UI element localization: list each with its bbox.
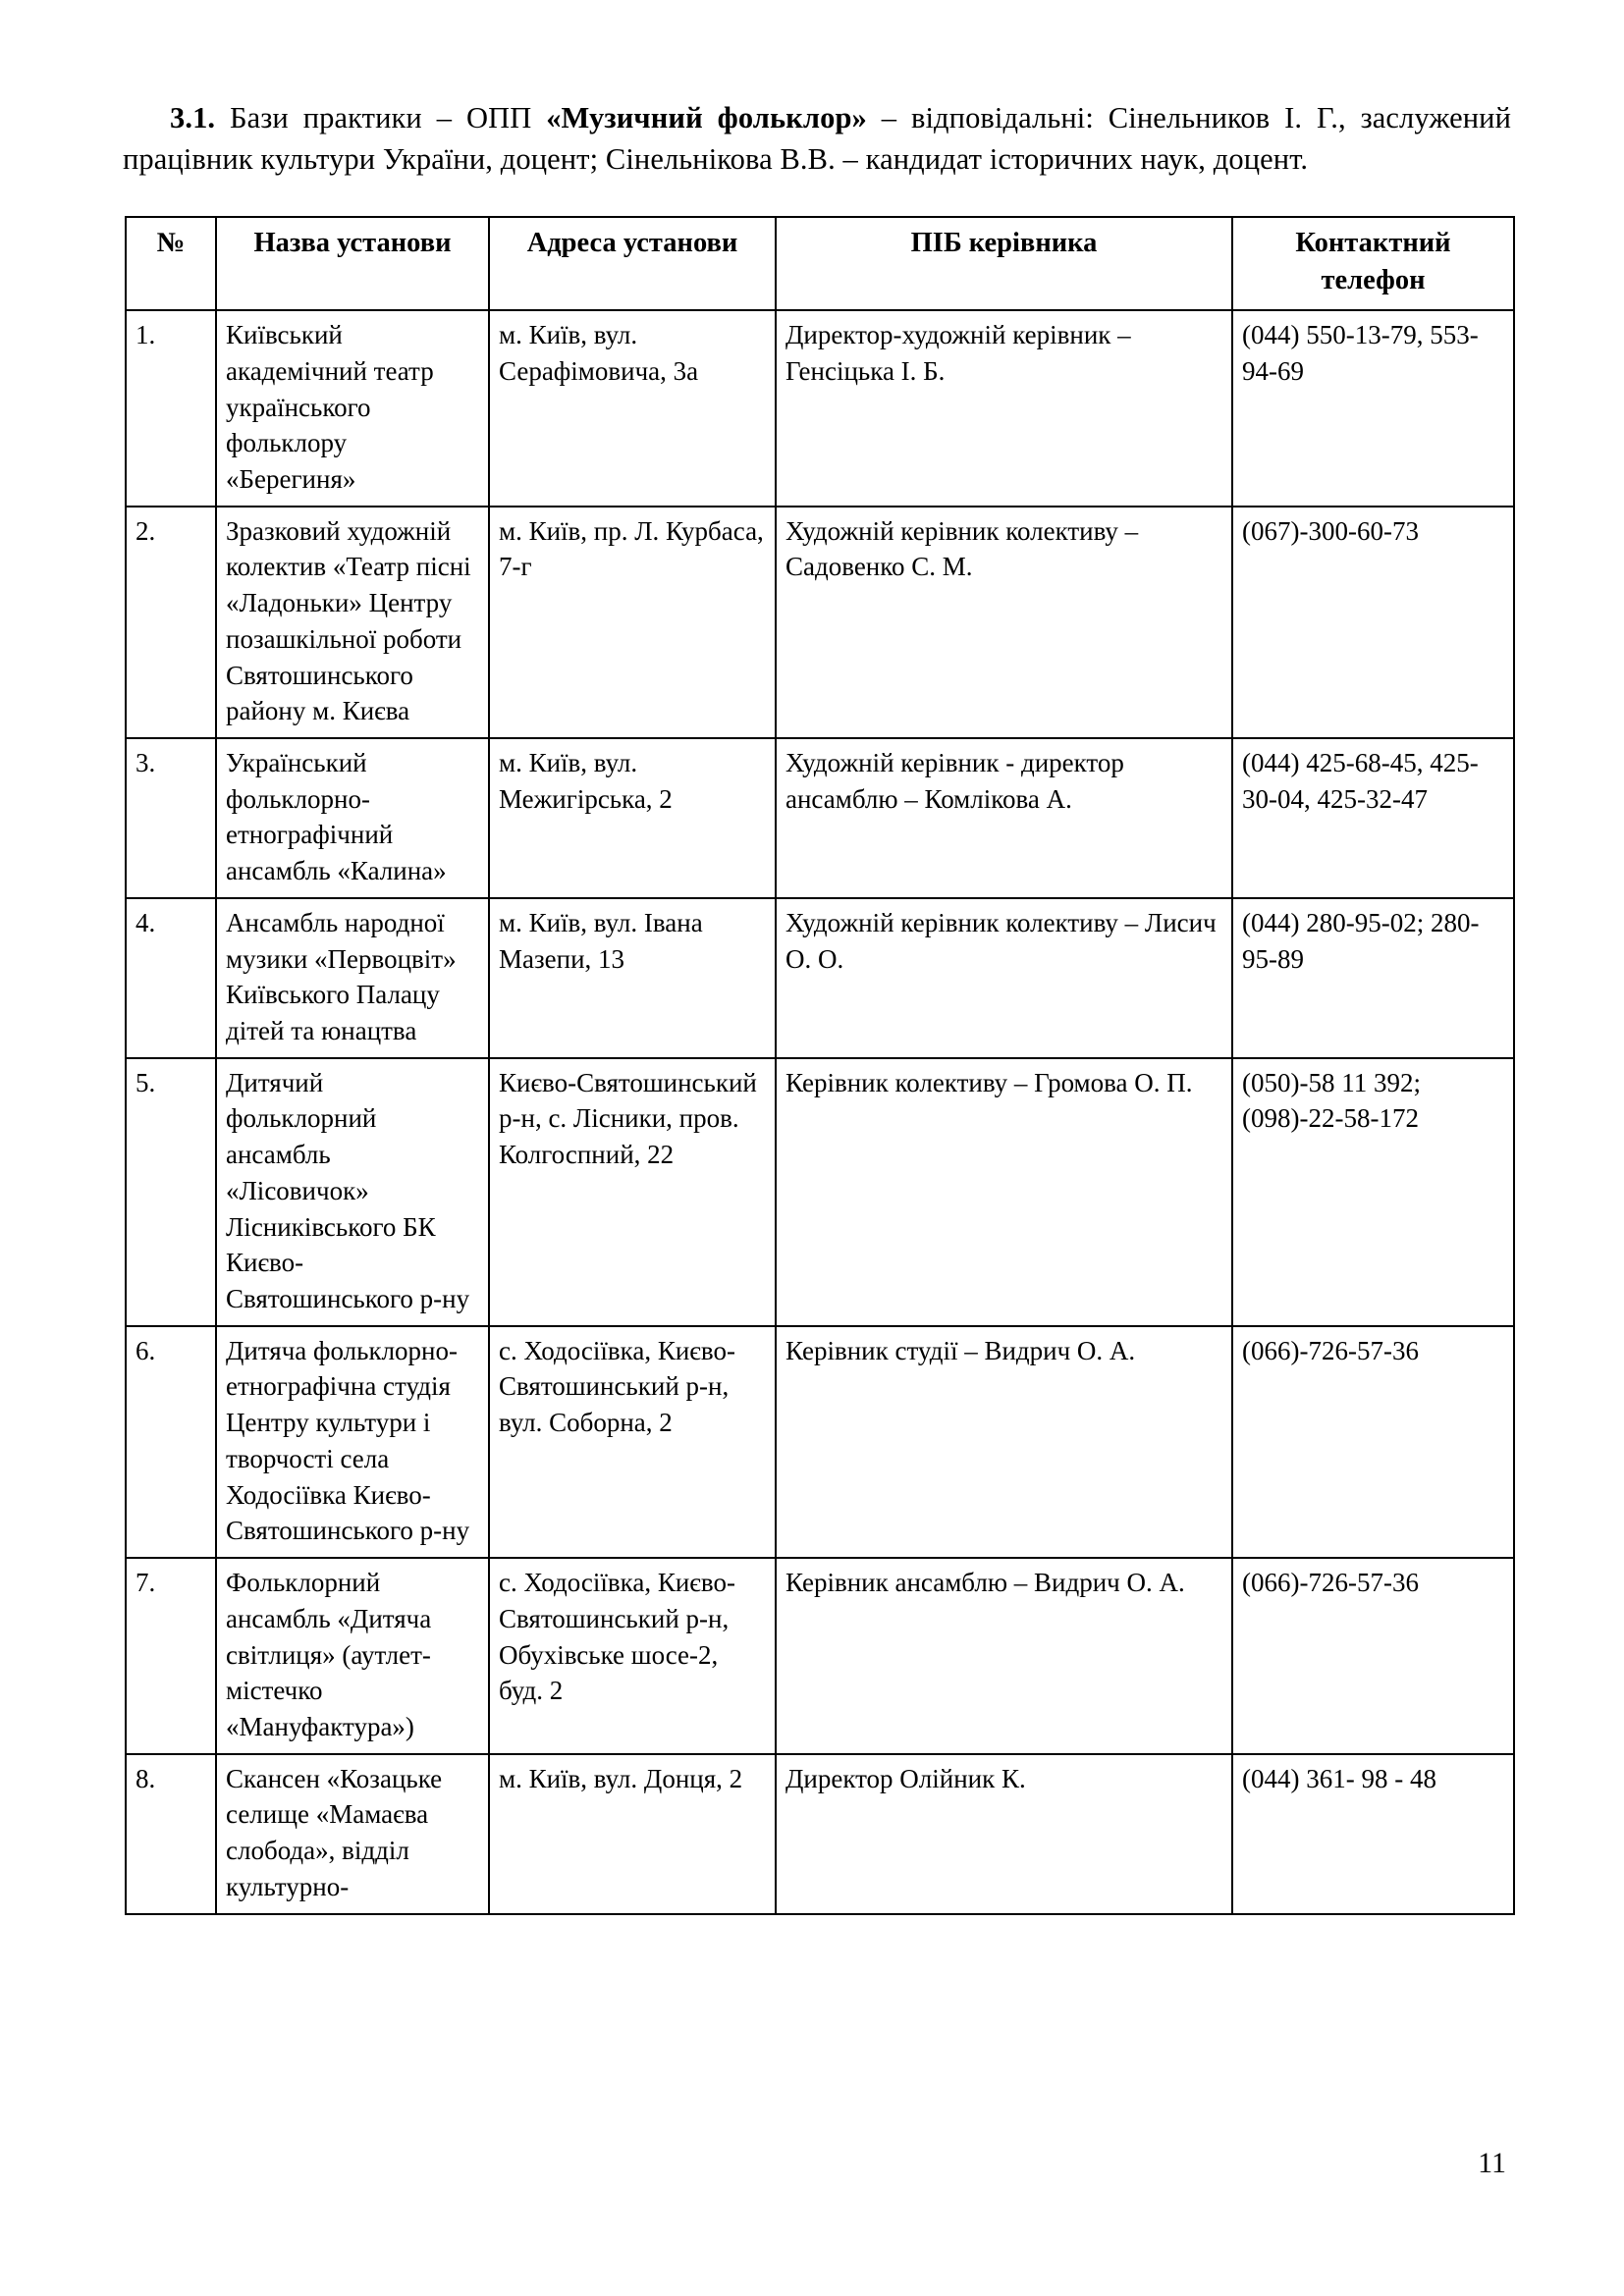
cell-phone: (044) 425-68-45, 425-30-04, 425-32-47 — [1232, 738, 1514, 898]
cell-name: Київський академічний театр українського фольклору «Берегиня» — [216, 310, 489, 507]
column-header-address: Адреса установи — [489, 217, 776, 311]
table-row — [126, 1558, 1514, 1754]
cell-head: Керівник ансамблю – Видрич О. А. — [776, 1558, 1232, 1754]
table-row — [126, 738, 1514, 898]
cell-address: м. Київ, вул. Івана Мазепи, 13 — [489, 898, 776, 1058]
cell-number: 1. — [126, 310, 216, 507]
cell-name: Дитячий фольклорний ансамбль «Лісовичок» Лісниківського БК Києво-Святошинського р-ну — [216, 1058, 489, 1326]
table-row — [126, 1754, 1514, 1914]
program-title: «Музичний фольклор» — [546, 101, 867, 134]
cell-number: 4. — [126, 898, 216, 1058]
cell-phone: (066)-726-57-36 — [1232, 1558, 1514, 1754]
cell-number: 2. — [126, 507, 216, 738]
cell-number: 5. — [126, 1058, 216, 1326]
cell-number: 6. — [126, 1326, 216, 1558]
cell-phone: (050)-58 11 392; (098)-22-58-172 — [1232, 1058, 1514, 1326]
cell-address: м. Київ, вул. Серафімовича, 3а — [489, 310, 776, 507]
cell-phone: (067)-300-60-73 — [1232, 507, 1514, 738]
cell-phone: (066)-726-57-36 — [1232, 1326, 1514, 1558]
cell-name: Скансен «Козацьке селище «Мамаєва слобода», відділ культурно- — [216, 1754, 489, 1914]
cell-phone: (044) 361- 98 - 48 — [1232, 1754, 1514, 1914]
cell-name: Фольклорний ансамбль «Дитяча світлиця» (аутлет-містечко «Мануфактура») — [216, 1558, 489, 1754]
cell-head: Художній керівник колективу – Садовенко С. М. — [776, 507, 1232, 738]
table-row — [126, 898, 1514, 1058]
cell-head: Директор-художній керівник – Генсіцька І. Б. — [776, 310, 1232, 507]
cell-address: м. Київ, вул. Межигірська, 2 — [489, 738, 776, 898]
cell-address: м. Київ, вул. Донця, 2 — [489, 1754, 776, 1914]
cell-phone: (044) 280-95-02; 280-95-89 — [1232, 898, 1514, 1058]
table-row — [126, 1326, 1514, 1558]
intro-tail-text: – відповідальні: Сінельников І. Г., заслужений працівник культури України, доцент; Сінельнікова В.В. – кандидат історичних наук, доцент. — [123, 101, 1511, 176]
column-header-head: ПІБ керівника — [776, 217, 1232, 311]
intro-lead-text: Бази практики – ОПП — [215, 101, 547, 134]
table-row — [126, 310, 1514, 507]
cell-number: 8. — [126, 1754, 216, 1914]
cell-head: Художній керівник колективу – Лисич О. О. — [776, 898, 1232, 1058]
page-number: 11 — [1478, 2147, 1506, 2179]
table-row — [126, 1058, 1514, 1326]
cell-head: Керівник студії – Видрич О. А. — [776, 1326, 1232, 1558]
cell-number: 7. — [126, 1558, 216, 1754]
cell-head: Художній керівник - директор ансамблю – Комлікова А. — [776, 738, 1232, 898]
cell-address: с. Ходосіївка, Києво-Святошинський р-н, вул. Соборна, 2 — [489, 1326, 776, 1558]
table-row — [126, 507, 1514, 738]
cell-name: Зразковий художній колектив «Театр пісні «Ладоньки» Центру позашкільної роботи Святошинського району м. Києва — [216, 507, 489, 738]
section-intro-paragraph — [123, 98, 1511, 181]
cell-name: Дитяча фольклорно-етнографічна студія Центру культури і творчості села Ходосіївка Києво-Святошинського р-ну — [216, 1326, 489, 1558]
cell-head: Директор Олійник К. — [776, 1754, 1232, 1914]
table-header-row — [126, 217, 1514, 311]
cell-head: Керівник колективу – Громова О. П. — [776, 1058, 1232, 1326]
cell-address: с. Ходосіївка, Києво-Святошинський р-н, Обухівське шосе-2, буд. 2 — [489, 1558, 776, 1754]
cell-address: Києво-Святошинський р-н, с. Лісники, пров. Колгоспний, 22 — [489, 1058, 776, 1326]
column-header-name: Назва установи — [216, 217, 489, 311]
column-header-phone: Контактний телефон — [1232, 217, 1514, 311]
cell-name: Український фольклорно-етнографічний ансамбль «Калина» — [216, 738, 489, 898]
column-header-number: № — [126, 217, 216, 311]
cell-address: м. Київ, пр. Л. Курбаса, 7-г — [489, 507, 776, 738]
practice-bases-table — [125, 216, 1515, 1915]
cell-name: Ансамбль народної музики «Первоцвіт» Київського Палацу дітей та юнацтва — [216, 898, 489, 1058]
cell-number: 3. — [126, 738, 216, 898]
section-number: 3.1. — [170, 101, 216, 134]
cell-phone: (044) 550-13-79, 553-94-69 — [1232, 310, 1514, 507]
